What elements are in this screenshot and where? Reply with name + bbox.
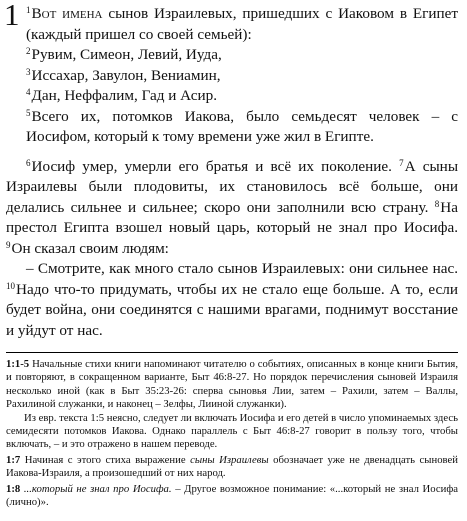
verse-1 [4, 0, 458, 45]
verse-number: 4 [26, 87, 31, 97]
paragraph-speech [6, 259, 458, 341]
verse-text: А сыны Израилевы были плодовиты, их становилось всё больше, они делались сильнее и сильнее; скоро они заполнили всю страну. [6, 157, 459, 216]
footnote-text: – Другое возможное понимание: «...который не знал Иосифа (лично)». [6, 482, 458, 509]
verse-number: 5 [26, 107, 31, 118]
page [4, 0, 459, 511]
verse-2 [6, 45, 458, 66]
verse-text: Дан, Неффалим, Гад и Асир. [31, 87, 218, 104]
paragraph-6-9 [6, 157, 458, 260]
verse-text: Иссахар, Завулон, Вениамин, [31, 66, 221, 84]
footnote-text: обозначает уже не двенадцать сыновей Иакова-Израиля, а произошедший от них народ. [6, 453, 458, 480]
bible-text [4, 0, 459, 341]
verse-4 [6, 86, 458, 107]
verse-number: 6 [26, 157, 31, 168]
verse-text: Надо что-то придумать, чтобы их не стало еще больше. А то, если будет война, они соединятся с нашими врагами, поднимут восстание и уйдут от нас. [6, 280, 458, 339]
verse-text: Иосиф умер, умерли его братья и всё их поколение. [31, 157, 392, 175]
footnote-text: Начальные стихи книги напоминают читателю о событиях, описанных в конце книги Бытия, и повторяют, в сокращенном варианте, Быт 46:8-27. Но порядок перечисления сыновей Израиля несколько иной (как в Быт 35:23-26: сперва сыновья Лии, затем – Рахили, затем – Валлы, Рахилиной служанки, и наконец – Зелфы, Лииной служанки). [6, 358, 458, 411]
verse-text: На престол Египта взошел новый царь, который не знал про Иосифа. [6, 198, 458, 236]
verse-number: 1 [26, 5, 31, 15]
verse-number: 10 [6, 280, 15, 291]
footnote-text: Из евр. текста 1:5 неясно, следует ли включать Иосифа и его детей в число упоминаемых здесь семидесяти потомков Иакова. Однако параллель с Быт 46:8-27 говорит в пользу того, чтобы включать, – и это отражено в нашем переводе. [6, 411, 458, 451]
footnote [6, 358, 458, 452]
verse-number: 7 [399, 157, 404, 168]
verse-opening: Вот имена [31, 5, 103, 22]
footnotes [6, 358, 458, 509]
verse-text: Рувим, Симеон, Левий, Иуда, [31, 46, 222, 63]
chapter-number: 1 [4, 0, 20, 32]
verse-text: – Смотрите, как много стало сынов Израилевых: они сильнее нас. [26, 260, 458, 277]
footnote-divider [6, 352, 458, 353]
verse-number: 3 [26, 66, 31, 77]
footnote-text: Начиная с этого стиха выражение [24, 453, 191, 466]
verse-3 [6, 66, 458, 87]
footnote [6, 483, 458, 510]
footnote-ref: 1:7 [6, 453, 21, 466]
verse-5 [6, 107, 458, 148]
footnote [6, 454, 458, 481]
verse-number: 2 [26, 46, 31, 56]
verse-text: Всего их, потомков Иакова, было семьдесят человек – с Иосифом, который к тому времени уже жил в Египте. [26, 107, 458, 145]
footnote-ref: 1:1-5 [6, 358, 30, 370]
footnote-ref: 1:8 [6, 482, 21, 495]
footnote-italic: ...который не знал про Иосифа. [23, 482, 172, 495]
verse-text: сынов Израилевых, пришедших с Иаковом в Египет (каждый пришел со своей семьей): [26, 5, 458, 43]
verse-number: 9 [6, 239, 11, 250]
verse-text: Он сказал своим людям: [11, 239, 169, 257]
footnote-italic: сыны Израилевы [190, 453, 269, 466]
verse-number: 8 [434, 198, 440, 209]
